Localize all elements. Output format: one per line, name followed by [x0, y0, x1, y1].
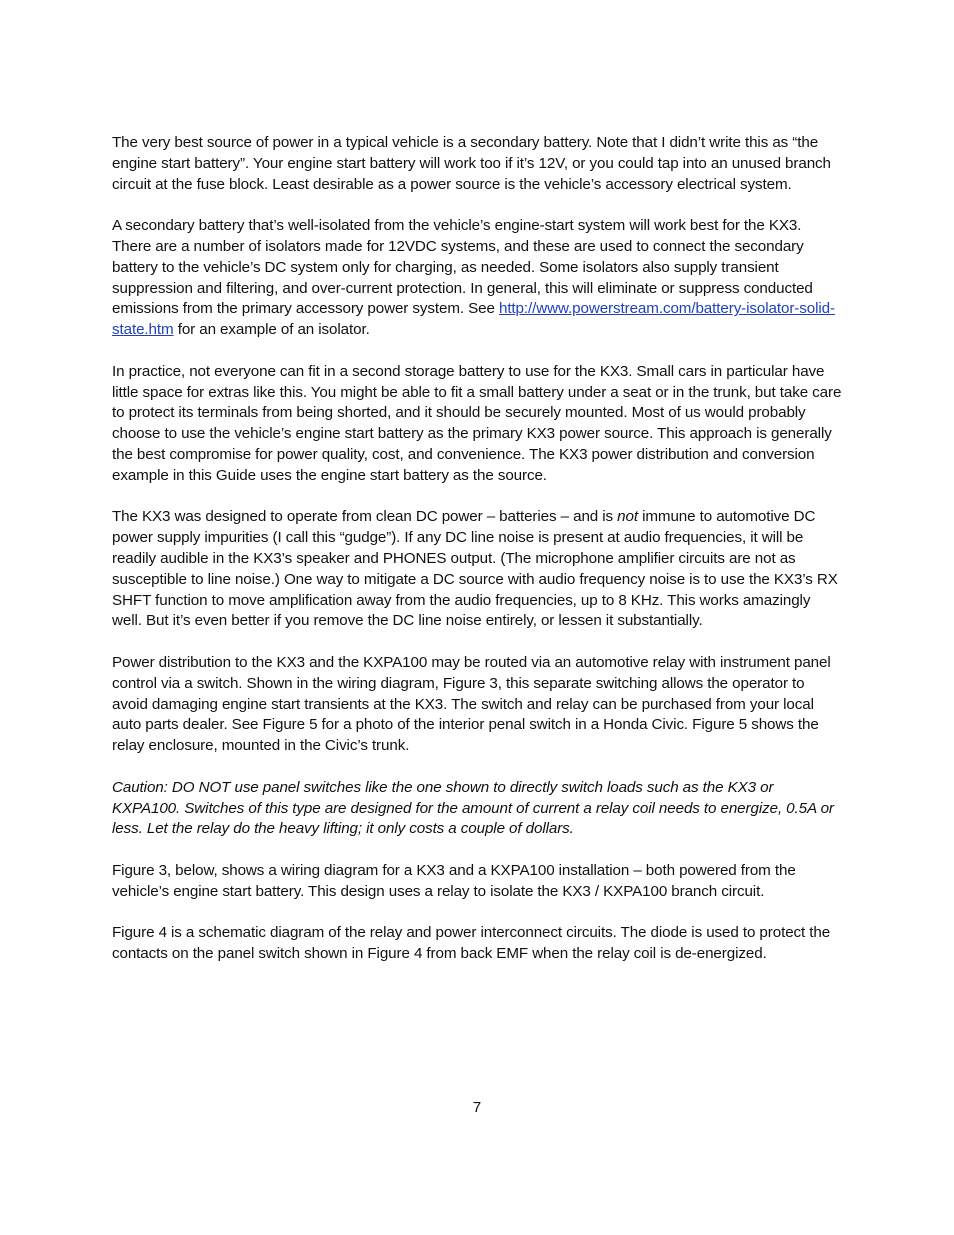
paragraph-text: In practice, not everyone can fit in a second storage battery to use for the KX3. Small cars in particular have little space for extras like this. You might be able to fit a small battery under a seat or in the trunk, but take care to protect its terminals from being shorted, and it should be securely mounted. Most of us would probably choose to use the vehicle’s engine start battery as the primary KX3 power source. This approach is generally the best compromise for power quality, cost, and convenience. The KX3 power distribution and conversion example in this Guide uses the engine start battery as the source. — [112, 362, 842, 484]
paragraph-text: for an example of an isolator. — [173, 321, 370, 339]
paragraph-text: immune to automotive DC power supply impurities (I call this “gudge”). If any DC line noise is present at audio frequencies, it will be readily audible in the KX3’s speaker and PHONES output. (The microphone amplifier circuits are not as susceptible to line noise.) One way to mitigate a DC source with audio frequency noise is to use the KX3’s RX SHFT function to move amplification away from the audio frequencies, up to 8 KHz. This works amazingly well. But it’s even better if you remove the DC line noise entirely, or lessen it substantially. — [112, 508, 838, 630]
paragraph-power-source — [112, 133, 844, 195]
paragraph-secondary-battery — [112, 216, 844, 341]
paragraph-text: Caution: DO NOT use panel switches like the one shown to directly switch loads such as the KX3 or KXPA100. Switches of this type are designed for the amount of current a relay coil needs to energize, 0.5A or less. Let the relay do the heavy lifting; it only costs a couple of dollars. — [112, 778, 834, 838]
paragraph-text: Power distribution to the KX3 and the KXPA100 may be routed via an automotive relay with instrument panel control via a switch. Shown in the wiring diagram, Figure 3, this separate switching allows the operator to avoid damaging engine start transients at the KX3. The switch and relay can be purchased from your local auto parts dealer. See Figure 5 for a photo of the interior penal switch in a Honda Civic. Figure 5 shows the relay enclosure, mounted in the Civic’s trunk. — [112, 653, 831, 755]
page-number: 7 — [472, 1099, 482, 1116]
paragraph-in-practice — [112, 362, 844, 487]
paragraph-text: The very best source of power in a typical vehicle is a secondary battery. Note that I didn’t write this as “the engine start battery”. Your engine start battery will work too if it’s 12V, or you could tap into an unused branch circuit at the fuse block. Least desirable as a power source is the vehicle’s accessory electrical system. — [112, 134, 831, 193]
paragraph-text: A secondary battery that’s well-isolated from the vehicle’s engine-start system will work best for the KX3. There are a number of isolators made for 12VDC systems, and these are used to connect the secondary battery to the vehicle’s DC system only for charging, as needed. Some isolators also supply transient suppression and filtering, and over-current protection. In general, this will eliminate or suppress conducted emissions from the primary accessory power system. See — [112, 217, 813, 318]
paragraph-figure-3 — [112, 861, 844, 903]
paragraph-text: Figure 3, below, shows a wiring diagram for a KX3 and a KXPA100 installation – both powered from the vehicle’s engine start battery. This design uses a relay to isolate the KX3 / KXPA100 branch circuit. — [112, 861, 796, 900]
isolator-link[interactable]: http://www.powerstream.com/battery-isolator-solid-state.htm — [112, 300, 835, 339]
paragraph-text: The KX3 was designed to operate from clean DC power – batteries – and is — [112, 508, 618, 526]
paragraph-figure-4 — [112, 923, 844, 965]
paragraph-caution — [112, 778, 844, 840]
paragraph-clean-dc-power — [112, 507, 844, 632]
document-body — [112, 133, 844, 986]
emphasis-not: not — [617, 508, 638, 526]
paragraph-power-distribution — [112, 653, 844, 757]
paragraph-text: Figure 4 is a schematic diagram of the relay and power interconnect circuits. The diode is used to protect the contacts on the panel switch shown in Figure 4 from back EMF when the relay coil is de-energized. — [112, 924, 831, 963]
